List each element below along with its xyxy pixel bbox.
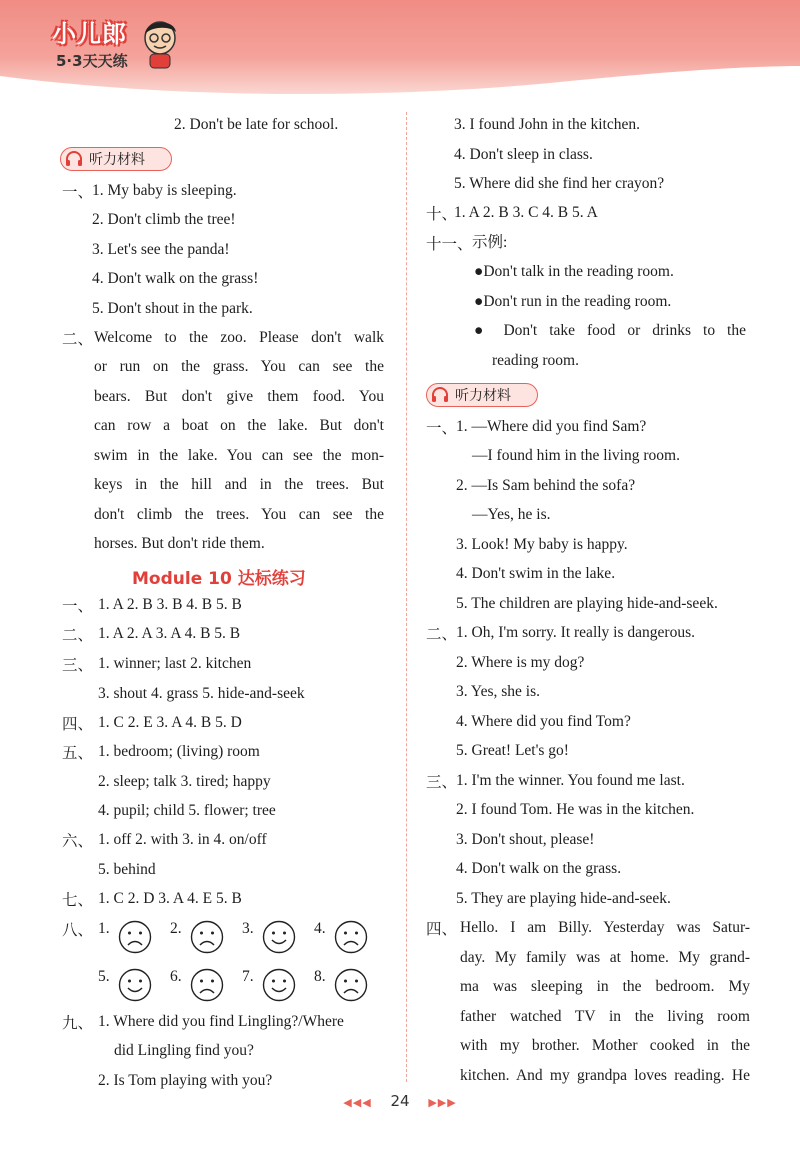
happy-face-icon bbox=[118, 968, 152, 1002]
passage-line: day. My family was at home. My grand- bbox=[460, 949, 750, 966]
passage-line: swim in the lake. You can see the mon- bbox=[94, 447, 384, 464]
section-number: 九、 bbox=[62, 1015, 94, 1032]
answer-line: did Lingling find you? bbox=[114, 1042, 254, 1059]
section-number: 十、 bbox=[426, 206, 458, 223]
pill-text: 听力材料 bbox=[89, 152, 145, 168]
listening-material-label bbox=[426, 383, 538, 407]
answer-line: 1. I'm the winner. You found me last. bbox=[456, 772, 685, 789]
answer-line: 5. behind bbox=[98, 861, 156, 878]
answer-line: 4. Don't sleep in class. bbox=[454, 146, 593, 163]
headphones-icon bbox=[431, 387, 449, 403]
answer-line: 1. —Where did you find Sam? bbox=[456, 418, 647, 435]
section-number: 四、 bbox=[62, 716, 94, 733]
passage-line: Welcome to the zoo. Please don't walk bbox=[94, 329, 384, 346]
answer-line: 5. They are playing hide-and-seek. bbox=[456, 890, 671, 907]
answer-line: 5. Don't shout in the park. bbox=[92, 300, 253, 317]
answer-line: 2. —Is Sam behind the sofa? bbox=[456, 477, 636, 494]
answer-line: 4. pupil; child 5. flower; tree bbox=[98, 802, 276, 819]
right-arrows-icon: ▶▶▶ bbox=[428, 1096, 457, 1109]
sad-face-icon bbox=[190, 920, 224, 954]
section-number: 十一、 bbox=[426, 236, 473, 253]
passage-line: or run on the grass. You can see the bbox=[94, 358, 384, 375]
section-number: 二、 bbox=[62, 331, 94, 348]
passage-line: kitchen. And my grandpa loves reading. He bbox=[460, 1067, 750, 1084]
example-line: ●Don't talk in the reading room. bbox=[474, 263, 674, 280]
answer-line: 1. off 2. with 3. in 4. on/off bbox=[98, 831, 267, 848]
sad-face-icon bbox=[118, 920, 152, 954]
face-number: 1. bbox=[98, 920, 110, 937]
answer-line: 4. Don't walk on the grass. bbox=[456, 860, 622, 877]
face-number: 8. bbox=[314, 968, 326, 985]
section-number: 一、 bbox=[62, 598, 94, 615]
answer-line: 2. Don't climb the tree! bbox=[92, 211, 236, 228]
section-number: 五、 bbox=[62, 745, 94, 762]
pill-text: 听力材料 bbox=[455, 388, 511, 404]
section-number: 八、 bbox=[62, 922, 94, 939]
answer-line: 2. Is Tom playing with you? bbox=[98, 1072, 273, 1089]
face-number: 3. bbox=[242, 920, 254, 937]
answer-line: 2. Don't be late for school. bbox=[174, 116, 339, 133]
section-number: 一、 bbox=[62, 184, 94, 201]
mascot-boy-icon bbox=[140, 18, 180, 70]
answer-line: 3. Don't shout, please! bbox=[456, 831, 595, 848]
column-divider bbox=[406, 112, 407, 1082]
answer-line: 4. Don't walk on the grass! bbox=[92, 270, 259, 287]
face-number: 2. bbox=[170, 920, 182, 937]
example-line: reading room. bbox=[492, 352, 579, 369]
answer-line: 3. Let's see the panda! bbox=[92, 241, 230, 258]
passage-line: Hello. I am Billy. Yesterday was Satur- bbox=[460, 919, 750, 936]
brand-logo bbox=[50, 14, 180, 76]
answer-line: 1. My baby is sleeping. bbox=[92, 182, 237, 199]
answer-line: 4. Don't swim in the lake. bbox=[456, 565, 616, 582]
face-number: 4. bbox=[314, 920, 326, 937]
passage-line: don't climb the trees. You can see the bbox=[94, 506, 384, 523]
answer-line: 5. Where did she find her crayon? bbox=[454, 175, 665, 192]
happy-face-icon bbox=[262, 968, 296, 1002]
answer-line: 1. Where did you find Lingling?/Where bbox=[98, 1013, 344, 1030]
answer-line: 2. I found Tom. He was in the kitchen. bbox=[456, 801, 695, 818]
passage-line: ma was sleeping in the bedroom. My bbox=[460, 978, 750, 995]
section-number: 二、 bbox=[62, 627, 94, 644]
passage-line: with my brother. Mother cooked in the bbox=[460, 1037, 750, 1054]
answer-line: 3. Look! My baby is happy. bbox=[456, 536, 628, 553]
answer-line: 1. A 2. A 3. A 4. B 5. B bbox=[98, 625, 241, 642]
answer-line: —I found him in the living room. bbox=[472, 447, 680, 464]
answer-line: 1. A 2. B 3. B 4. B 5. B bbox=[98, 596, 242, 613]
happy-face-icon bbox=[262, 920, 296, 954]
answer-line: 1. bedroom; (living) room bbox=[98, 743, 260, 760]
answer-line: 1. C 2. D 3. A 4. E 5. B bbox=[98, 890, 242, 907]
answer-line: 5. The children are playing hide-and-seek. bbox=[456, 595, 718, 612]
passage-line: can row a boat on the lake. But don't bbox=[94, 417, 384, 434]
listening-material-label bbox=[60, 147, 172, 171]
module-title: Module 10 达标练习 bbox=[132, 569, 306, 589]
page-number: 24 bbox=[390, 1092, 410, 1110]
answer-line: 1. A 2. B 3. C 4. B 5. A bbox=[454, 204, 598, 221]
passage-line: keys in the hill and in the trees. But bbox=[94, 476, 384, 493]
answer-line: 1. C 2. E 3. A 4. B 5. D bbox=[98, 714, 242, 731]
face-number: 5. bbox=[98, 968, 110, 985]
answer-line: 5. Great! Let's go! bbox=[456, 742, 569, 759]
section-number: 一、 bbox=[426, 420, 458, 437]
face-number: 7. bbox=[242, 968, 254, 985]
logo-title: 小儿郎 bbox=[52, 20, 127, 48]
passage-line: horses. But don't ride them. bbox=[94, 535, 265, 552]
answer-line: 3. Yes, she is. bbox=[456, 683, 540, 700]
passage-line: father watched TV in the living room bbox=[460, 1008, 750, 1025]
section-number: 四、 bbox=[426, 921, 458, 938]
page-footer bbox=[0, 1092, 800, 1110]
answer-line: 2. Where is my dog? bbox=[456, 654, 585, 671]
answer-line: 2. sleep; talk 3. tired; happy bbox=[98, 773, 271, 790]
section-number: 三、 bbox=[62, 657, 94, 674]
answer-line: 1. winner; last 2. kitchen bbox=[98, 655, 252, 672]
answer-line: 3. shout 4. grass 5. hide-and-seek bbox=[98, 685, 305, 702]
section-number: 六、 bbox=[62, 833, 94, 850]
answer-line: 4. Where did you find Tom? bbox=[456, 713, 631, 730]
sad-face-icon bbox=[334, 968, 368, 1002]
headphones-icon bbox=[65, 151, 83, 167]
answer-line: 1. Oh, I'm sorry. It really is dangerous. bbox=[456, 624, 695, 641]
sad-face-icon bbox=[190, 968, 224, 1002]
example-line: ● Don't take food or drinks to the bbox=[474, 322, 746, 339]
section-number: 三、 bbox=[426, 774, 458, 791]
left-arrows-icon: ◀◀◀ bbox=[343, 1096, 372, 1109]
sad-face-icon bbox=[334, 920, 368, 954]
logo-subtitle: 5·3天天练 bbox=[56, 52, 128, 70]
answer-line: —Yes, he is. bbox=[472, 506, 551, 523]
passage-line: bears. But don't give them food. You bbox=[94, 388, 384, 405]
answer-line: 3. I found John in the kitchen. bbox=[454, 116, 640, 133]
section-number: 七、 bbox=[62, 892, 94, 909]
page-header bbox=[0, 0, 800, 96]
answer-line: 示例: bbox=[472, 234, 508, 251]
face-number: 6. bbox=[170, 968, 182, 985]
example-line: ●Don't run in the reading room. bbox=[474, 293, 672, 310]
section-number: 二、 bbox=[426, 626, 458, 643]
